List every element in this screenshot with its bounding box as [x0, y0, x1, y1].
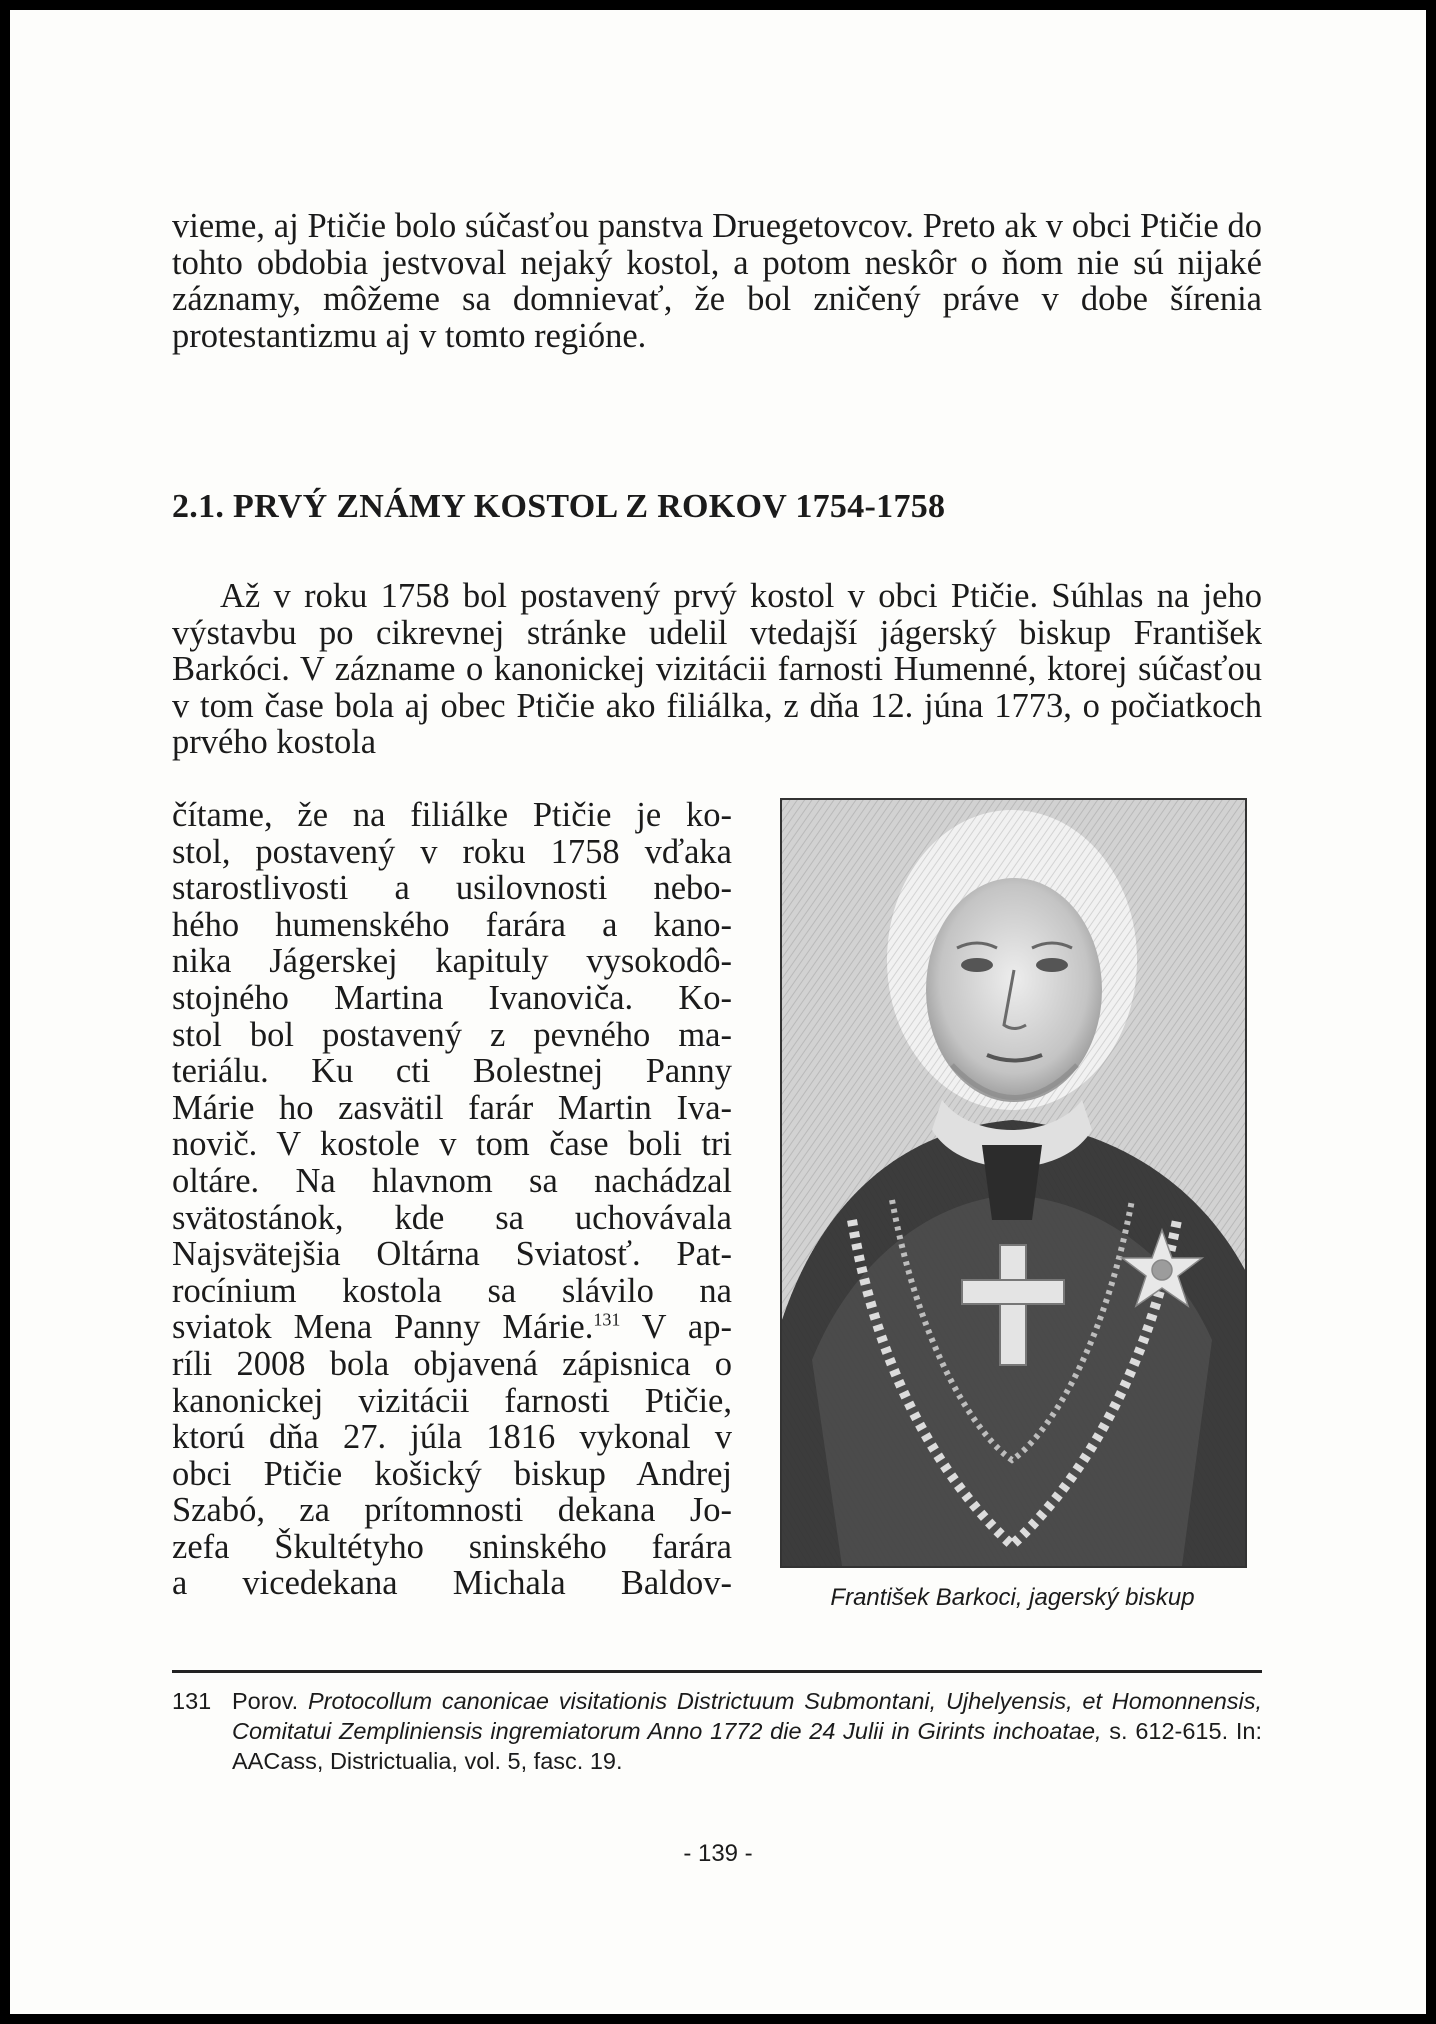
- footnote-tail: s. 612-615. In: AACass, Districtualia, vol. 5, fasc. 19.: [232, 1718, 1262, 1774]
- footnote-lead: Porov.: [232, 1688, 308, 1714]
- narrow-line: ktorú dňa 27. júla 1816 vykonal v: [172, 1418, 732, 1457]
- portrait-figure: [780, 798, 1245, 1614]
- narrow-line: zefa Škultétyho sninského farára: [172, 1527, 732, 1566]
- footnote-text: [232, 1686, 1262, 1776]
- narrow-column-text: [172, 797, 732, 1602]
- footnote-reference[interactable]: 131: [593, 1309, 621, 1330]
- narrow-line: teriálu. Ku cti Bolestnej Panny: [172, 1052, 732, 1091]
- book-page: [10, 10, 1426, 2014]
- footnote-separator: [172, 1670, 1262, 1673]
- narrow-line-with-footnote: [172, 1309, 732, 1346]
- narrow-line: ríli 2008 bola objavená zápisnica o: [172, 1344, 732, 1383]
- narrow-line-continuation: V ap-: [620, 1308, 732, 1347]
- narrow-line: svätostánok, kde sa uchovávala: [172, 1198, 732, 1237]
- narrow-line: stol bol postavený z pevného ma-: [172, 1015, 732, 1054]
- main-paragraph-lead: Až v roku 1758 bol postavený prvý kostol v obci Ptičie. Súhlas na jeho výstavbu po cikrevnej stránke udelil vtedajší jágerský biskup František Barkóci. V zázname o kanonickej vizitácii farnosti Humenné, ktorej súčasťou v tom čase bola aj obec Ptičie ako filiálka, z dňa 12. júna 1773, o počiatkoch prvého kostola: [172, 577, 1262, 762]
- narrow-line: stol, postavený v roku 1758 vďaka: [172, 832, 732, 871]
- narrow-line: oltáre. Na hlavnom sa nachádzal: [172, 1161, 732, 1200]
- narrow-line: Márie ho zasvätil farár Martin Iva-: [172, 1088, 732, 1127]
- footnote-title: Protocollum canonicae visitationis Districtuum Submontani, Ujhelyensis, et Homonnensis, Comitatui Zempliniensis ingremiatorum Anno 1772 die 24 Julii in Girints inchoatae,: [232, 1688, 1263, 1744]
- narrow-line: nika Jágerskej kapituly vysokodô-: [172, 942, 732, 981]
- figure-caption: František Barkoci, jagerský biskup: [830, 1584, 1195, 1611]
- narrow-line: Najsvätejšia Oltárna Sviatosť. Pat-: [172, 1235, 732, 1274]
- narrow-line: obci Ptičie košický biskup Andrej: [172, 1454, 732, 1493]
- bishop-portrait-image: [780, 798, 1247, 1568]
- narrow-line: starostlivosti a usilovnosti nebo-: [172, 869, 732, 908]
- narrow-line: rocínium kostola sa slávilo na: [172, 1271, 732, 1310]
- footnote-number: 131: [172, 1688, 212, 1714]
- narrow-line: novič. V kostole v tom čase boli tri: [172, 1125, 732, 1164]
- section-heading: 2.1. PRVÝ ZNÁMY KOSTOL Z ROKOV 1754-1758: [172, 488, 946, 525]
- main-paragraph: [172, 578, 1262, 761]
- intro-paragraph: vieme, aj Ptičie bolo súčasťou panstva Druegetovcov. Preto ak v obci Ptičie do tohto obdobia jestvoval nejaký kostol, a potom neskôr o ňom nie sú nijaké záznamy, môžeme sa domnievať, že bol zničený práve v dobe šírenia protestantizmu aj v tomto regióne.: [172, 207, 1262, 355]
- narrow-line: čítame, že na filiálke Ptičie je ko-: [172, 796, 732, 834]
- portrait-engraving: [782, 800, 1245, 1566]
- narrow-line: hého humenského farára a kano-: [172, 905, 732, 944]
- narrow-line: Szabó, za prítomnosti dekana Jo-: [172, 1491, 732, 1530]
- page-number: - 139 -: [683, 1840, 753, 1867]
- narrow-line: kanonickej vizitácii farnosti Ptičie,: [172, 1381, 732, 1420]
- narrow-line: sviatok Mena Panny Márie.: [172, 1308, 594, 1347]
- footnote: [172, 1686, 1262, 1776]
- narrow-line: stojného Martina Ivanoviča. Ko-: [172, 978, 732, 1017]
- narrow-line: a vicedekana Michala Baldov-: [172, 1564, 732, 1603]
